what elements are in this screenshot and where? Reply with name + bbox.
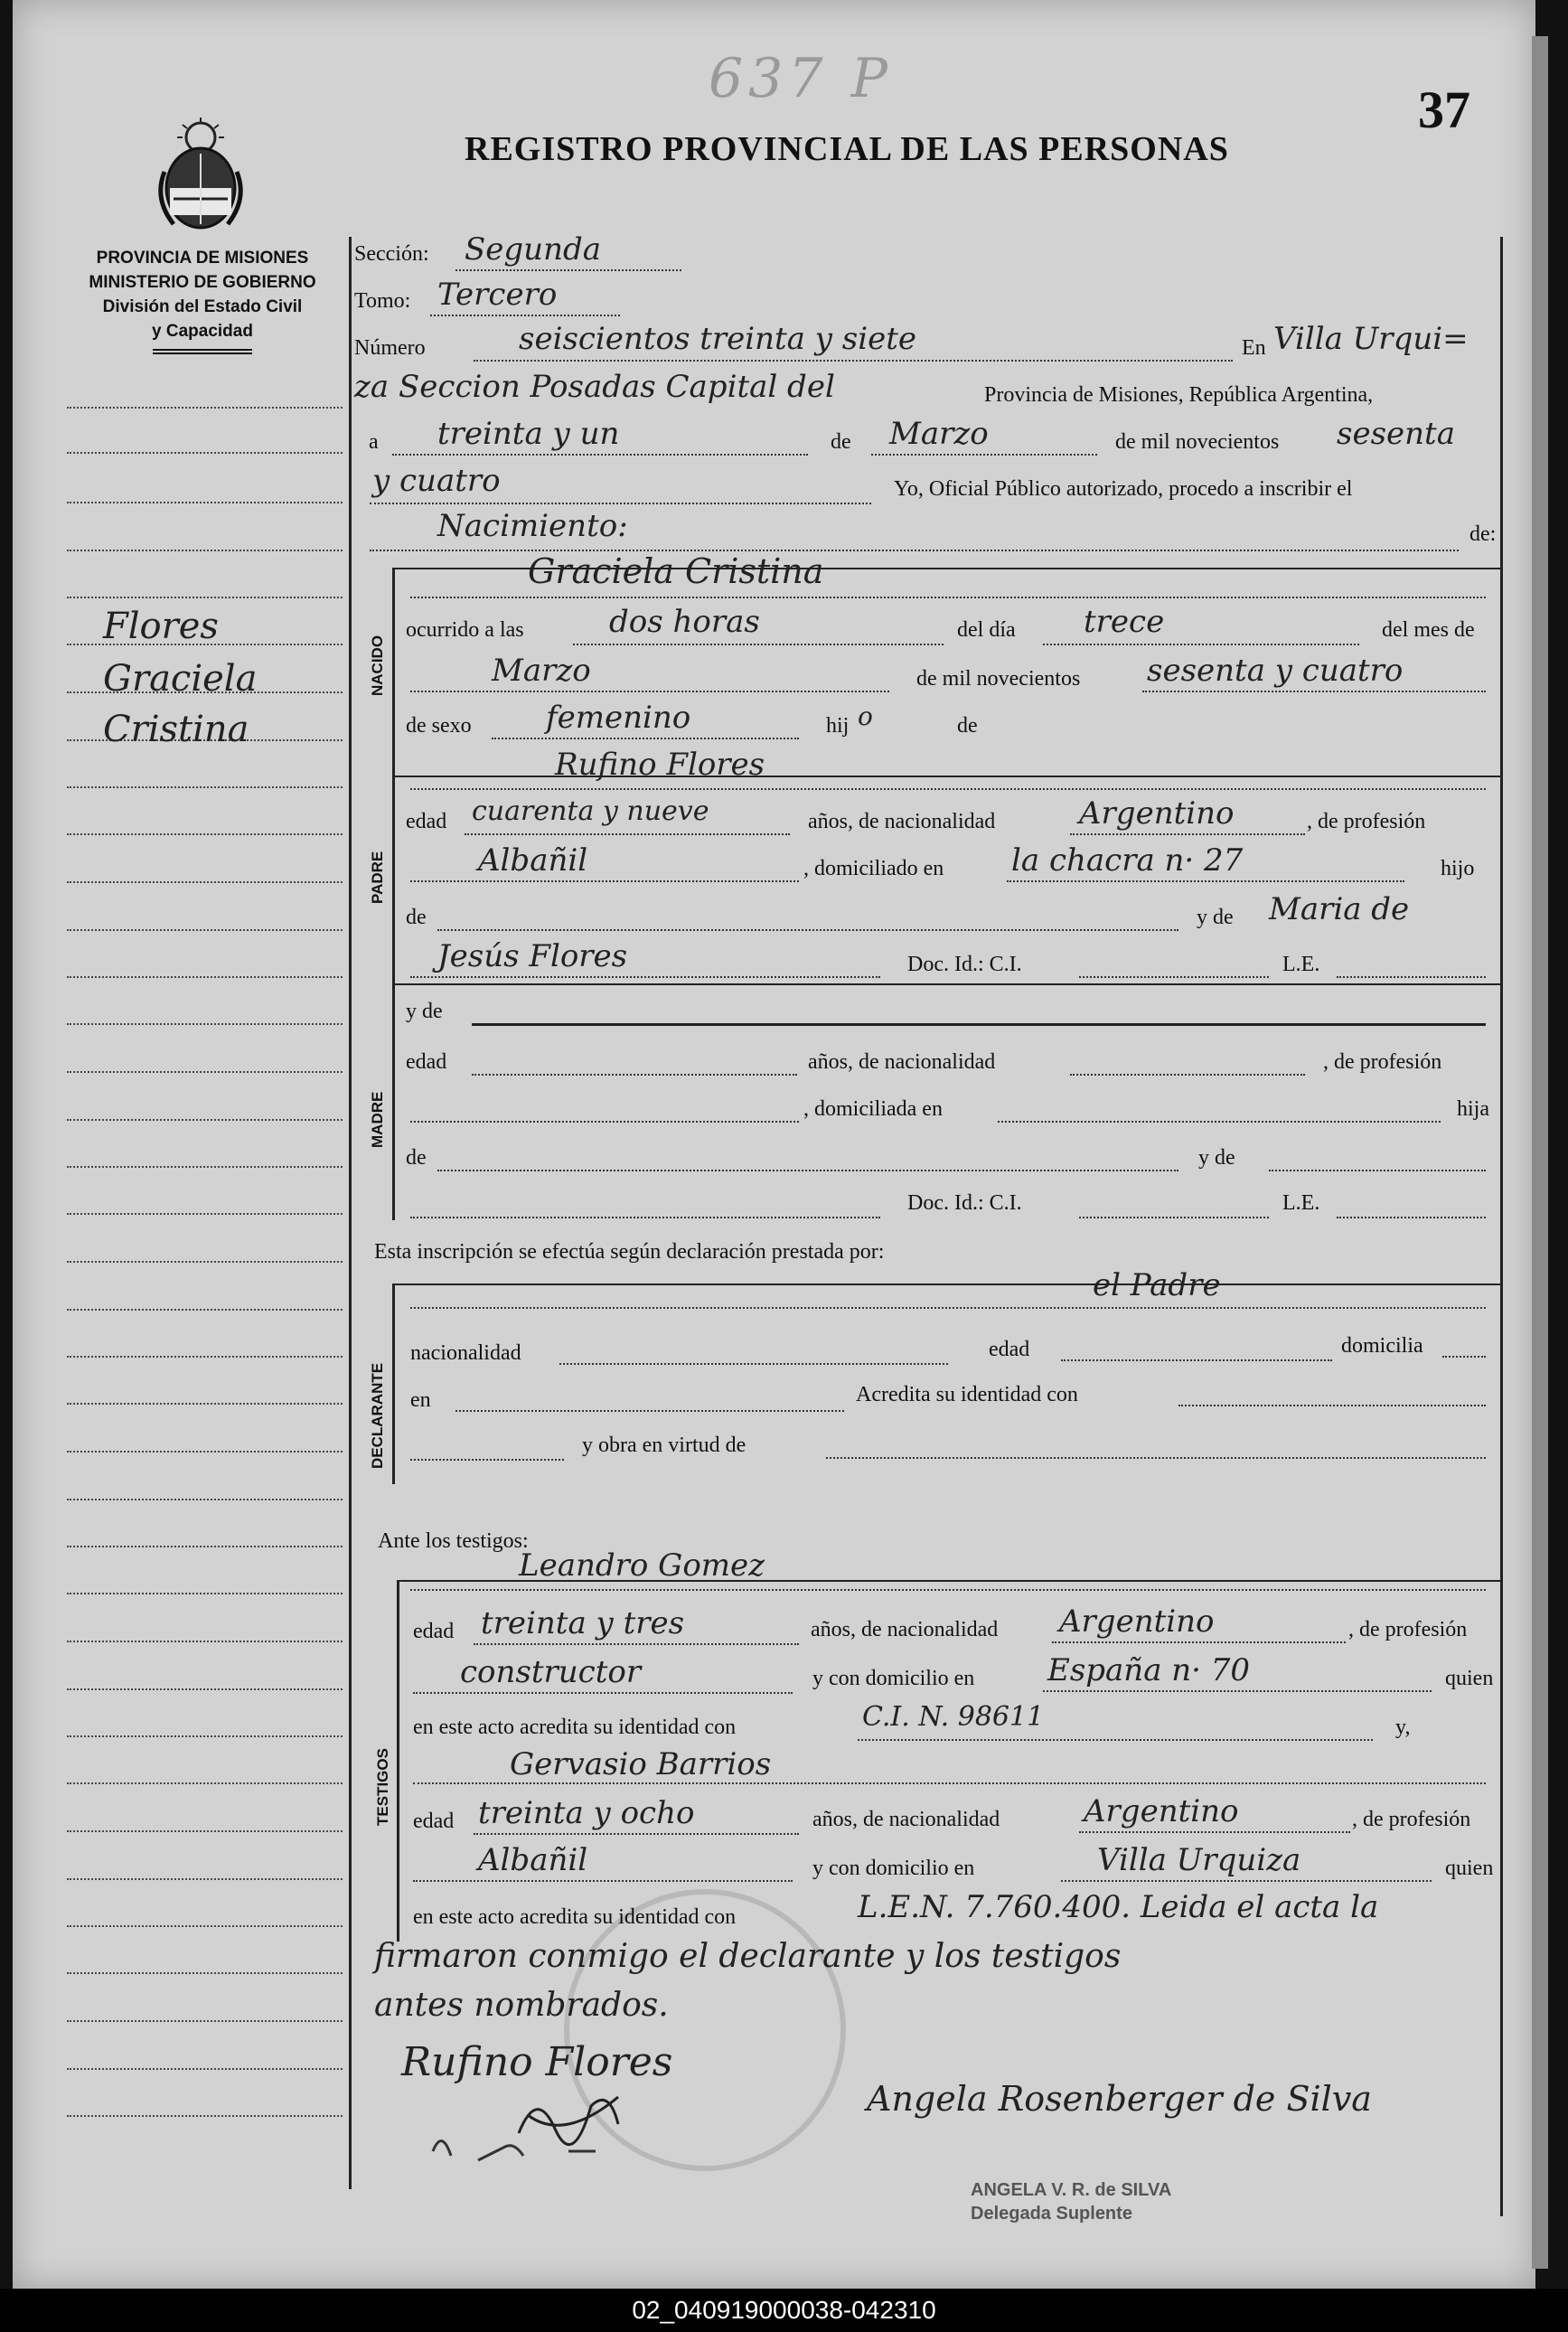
- testigo2-profesion-label: , de profesión: [1352, 1808, 1471, 1831]
- padre-section-bar: [392, 776, 395, 983]
- hora-label: ocurrido a las: [406, 618, 524, 642]
- testigo2-nacionalidad: Argentino: [1084, 1793, 1239, 1829]
- madre-section-label: MADRE: [369, 1091, 386, 1148]
- testigo2-anios-label: años, de nacionalidad: [812, 1808, 1000, 1831]
- oficial-stamp: [971, 2178, 1171, 2225]
- declaracion-intro: Esta inscripción se efectúa según declaración prestada por:: [374, 1240, 885, 1264]
- madre-section-bar: [392, 983, 395, 1220]
- fecha-a-label: a: [369, 430, 379, 454]
- padre-le-label: L.E.: [1282, 953, 1320, 976]
- archive-number: 637 P: [709, 47, 893, 110]
- de-colon-label: de:: [1469, 522, 1497, 546]
- testigos-section-bar: [397, 1580, 399, 1942]
- padre-hijo-label: hijo: [1441, 857, 1475, 880]
- cierre-linea-2: antes nombrados.: [374, 1987, 669, 2024]
- declarante-domicilia-label: domicilia: [1341, 1334, 1423, 1358]
- testigos-section-label: TESTIGOS: [374, 1748, 391, 1826]
- numero-label: Número: [354, 336, 426, 360]
- fecha-dia: treinta y un: [437, 416, 620, 452]
- tomo-value: Tercero: [437, 277, 558, 313]
- testigo2-edad: treinta y ocho: [478, 1795, 695, 1831]
- coat-of-arms-emblem: [146, 118, 255, 240]
- padre-y-de-label: y de: [1197, 906, 1234, 929]
- padre-nombre: Rufino Flores: [555, 747, 765, 783]
- testigo1-acredita-label: en este acto acredita su identidad con: [413, 1716, 737, 1739]
- testigo1-domicilio-label: y con domicilio en: [812, 1667, 975, 1690]
- testigo1-nacionalidad: Argentino: [1059, 1603, 1215, 1640]
- declarante-section-bar: [392, 1284, 395, 1484]
- madre-edad-label: edad: [406, 1050, 447, 1074]
- sexo-value: femenino: [546, 700, 691, 736]
- stamp-line: Delegada Suplente: [971, 2204, 1132, 2224]
- fecha-de-label: de: [831, 430, 851, 454]
- fecha-mil-label: de mil novecientos: [1115, 430, 1280, 454]
- seccion-value: Segunda: [465, 231, 602, 268]
- declarante-nacionalidad-label: nacionalidad: [410, 1341, 521, 1365]
- testigo2-domicilio: Villa Urquiza: [1097, 1842, 1301, 1878]
- padre-edad-label: edad: [406, 810, 447, 833]
- madre-anios-label: años, de nacionalidad: [808, 1050, 996, 1074]
- tomo-label: Tomo:: [354, 289, 411, 313]
- scan-identifier: 02_040919000038-042310: [0, 2289, 1568, 2332]
- declarante-acredita-label: Acredita su identidad con: [856, 1383, 1078, 1406]
- margin-note-name: Graciela: [103, 658, 258, 700]
- lugar-label: En: [1242, 336, 1266, 360]
- padre-profesion-label: , de profesión: [1307, 810, 1426, 833]
- testigo2-profesion: Albañil: [478, 1842, 588, 1878]
- acto-tipo: Nacimiento:: [437, 508, 628, 544]
- org-line: PROVINCIA DE MISIONES: [96, 249, 309, 268]
- madre-de-label: de: [406, 1146, 427, 1170]
- testigo1-edad-label: edad: [413, 1620, 455, 1643]
- firma-oficial: Angela Rosenberger de Silva: [867, 2079, 1372, 2119]
- book-binding-edge: [1532, 36, 1548, 2269]
- testigo1-edad: treinta y tres: [481, 1605, 685, 1641]
- padre-domicilio-label: , domiciliado en: [803, 857, 944, 880]
- issuing-organization: [58, 246, 347, 354]
- testigo1-nombre: Leandro Gomez: [519, 1547, 765, 1584]
- fecha-anio-cont: y cuatro: [372, 463, 501, 499]
- main-column-border: [349, 237, 352, 2189]
- testigo2-nombre: Gervasio Barrios: [510, 1746, 772, 1782]
- testigo2-quien-label: quien: [1445, 1857, 1494, 1880]
- anio-value: sesenta y cuatro: [1147, 653, 1404, 689]
- abuela-paterna: Maria de: [1269, 891, 1410, 927]
- padre-doc-label: Doc. Id.: C.I.: [907, 953, 1022, 976]
- testigo1-domicilio: España n· 70: [1047, 1652, 1251, 1688]
- nacido-section-label: NACIDO: [369, 635, 386, 696]
- anio-label: de mil novecientos: [916, 667, 1081, 691]
- testigo1-profesion: constructor: [460, 1654, 642, 1690]
- seccion-label: Sección:: [354, 242, 429, 266]
- declarante-nombre: el Padre: [1093, 1267, 1221, 1303]
- declarante-edad-label: edad: [989, 1338, 1030, 1361]
- dia-value: trece: [1084, 604, 1165, 640]
- document-title: REGISTRO PROVINCIAL DE LAS PERSONAS: [465, 130, 1229, 168]
- padre-profesion: Albañil: [478, 842, 588, 879]
- madre-profesion-label: , de profesión: [1323, 1050, 1442, 1074]
- testigo-signature-initials: [424, 2124, 623, 2174]
- right-column-border: [1500, 237, 1503, 2216]
- declarante-obra-label: y obra en virtud de: [582, 1434, 746, 1457]
- numero-value: seiscientos treinta y siete: [519, 321, 917, 357]
- lugar-continuation: za Seccion Posadas Capital del: [354, 369, 835, 405]
- padre-section-label: PADRE: [369, 851, 386, 904]
- org-line: División del Estado Civil: [102, 297, 303, 316]
- lugar-value: Villa Urqui=: [1273, 321, 1469, 357]
- padre-nacionalidad: Argentino: [1079, 795, 1235, 832]
- folio-number: 37: [1418, 80, 1470, 139]
- register-page: [13, 0, 1535, 2289]
- fecha-anio: sesenta: [1337, 416, 1455, 452]
- org-line: y Capacidad: [152, 322, 253, 341]
- madre-hija-label: hija: [1457, 1097, 1489, 1121]
- sexo-label: de sexo: [406, 714, 472, 738]
- padre-domicilio: la chacra n· 27: [1011, 842, 1244, 879]
- stamp-line: ANGELA V. R. de SILVA: [971, 2180, 1172, 2200]
- hijo-label: hij: [826, 714, 850, 738]
- hijo-de-label: de: [957, 714, 978, 738]
- testigo2-edad-label: edad: [413, 1810, 455, 1833]
- madre-top-rule: [392, 983, 1500, 985]
- madre-doc-label: Doc. Id.: C.I.: [907, 1191, 1022, 1215]
- mes-label: del mes de: [1382, 618, 1475, 642]
- madre-y-de-label: y de: [406, 1000, 443, 1023]
- padre-edad: cuarenta y nueve: [472, 795, 709, 827]
- hora-value: dos horas: [609, 604, 760, 640]
- margin-note-name2: Cristina: [103, 709, 249, 750]
- testigo1-y-label: y,: [1395, 1716, 1411, 1739]
- padre-de-label: de: [406, 906, 427, 929]
- testigo1-anios-label: años, de nacionalidad: [811, 1618, 999, 1641]
- testigo1-quien-label: quien: [1445, 1667, 1494, 1690]
- abuela-paterna-cont: Jesús Flores: [437, 938, 628, 974]
- madre-y-de2-label: y de: [1198, 1146, 1235, 1170]
- nacido-section-bar: [392, 568, 395, 776]
- firma-declarante: Rufino Flores: [401, 2039, 673, 2085]
- provincia-text: Provincia de Misiones, República Argentina,: [984, 383, 1374, 407]
- madre-le-label: L.E.: [1282, 1191, 1320, 1215]
- org-line: MINISTERIO DE GOBIERNO: [89, 273, 316, 292]
- fecha-mes: Marzo: [889, 416, 989, 452]
- cierre-linea-1: firmaron conmigo el declarante y los testigos: [374, 1938, 1122, 1975]
- testigo2-documento: L.E.N. 7.760.400. Leida el acta la: [858, 1889, 1379, 1925]
- declarante-section-label: DECLARANTE: [369, 1362, 386, 1469]
- padre-anios-label: años, de nacionalidad: [808, 810, 996, 833]
- oficial-text: Yo, Oficial Público autorizado, procedo a inscribir el: [894, 477, 1353, 501]
- dia-label: del día: [957, 618, 1016, 642]
- declarante-en-label: en: [410, 1388, 431, 1412]
- testigo1-documento: C.I. N. 98611: [862, 1701, 1045, 1733]
- testigo2-acredita-label: en este acto acredita su identidad con: [413, 1905, 737, 1929]
- testigo1-profesion-label: , de profesión: [1348, 1618, 1468, 1641]
- testigo2-domicilio-label: y con domicilio en: [812, 1857, 975, 1880]
- margin-note-surname: Flores: [103, 606, 219, 647]
- madre-domicilio-label: , domiciliada en: [803, 1097, 943, 1121]
- nacido-nombre: Graciela Cristina: [528, 551, 824, 591]
- hijo-suffix: o: [858, 701, 873, 731]
- testigos-intro: Ante los testigos:: [378, 1529, 529, 1553]
- mes-value: Marzo: [492, 653, 591, 689]
